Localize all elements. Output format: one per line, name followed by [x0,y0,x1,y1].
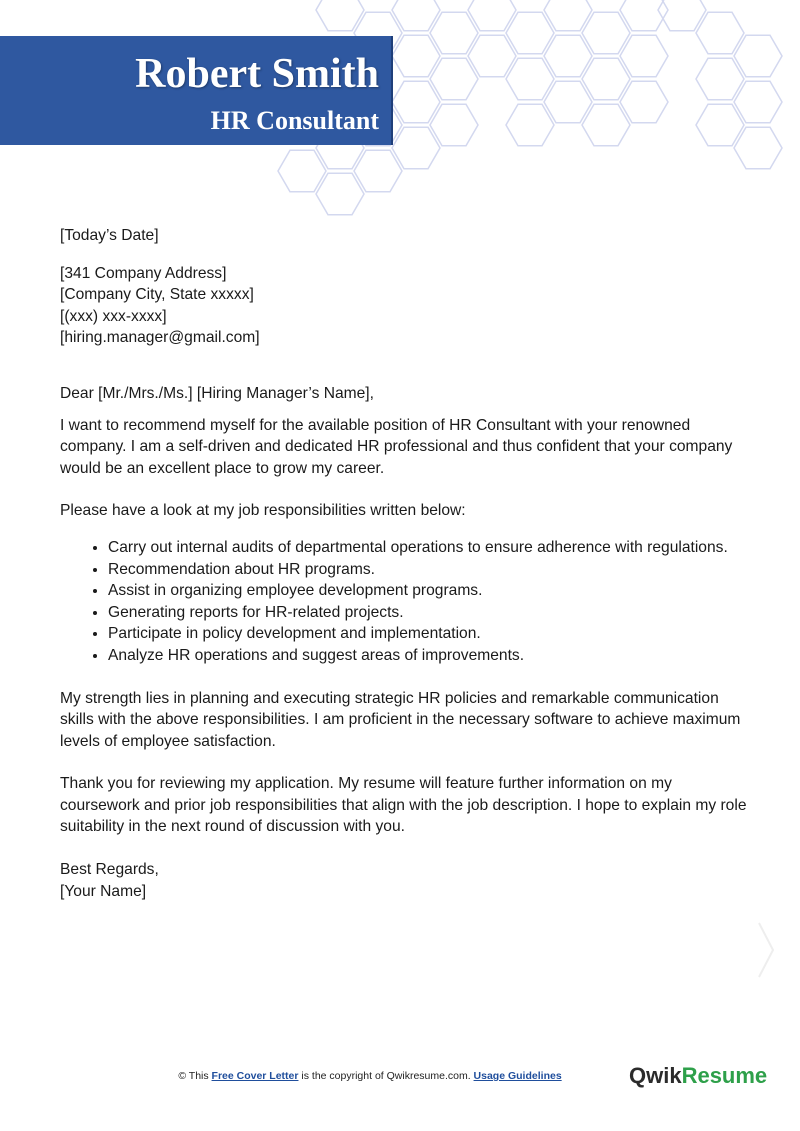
hexagon-shape [392,35,440,77]
hexagon-shape [734,81,782,123]
responsibilities-intro: Please have a look at my job responsibilities written below: [60,502,466,520]
address-line: [(xxx) xxx-xxxx] [60,307,167,325]
list-item: • Recommendation about HR programs. [108,559,750,581]
signature-name: [Your Name] [60,882,147,900]
recipient-address [60,263,750,349]
hexagon-shape [544,0,592,31]
hexagon-shape [430,12,478,54]
address-line: [hiring.manager@gmail.com] [60,329,260,347]
hexagon-shape [620,81,668,123]
candidate-name: Robert Smith [135,51,379,97]
closing-paragraph: Thank you for reviewing my application. My resume will feature further information on my coursework and prior job responsibilities that align with the job description. I hope to explain my role suitability in the next round of discussion with you. [60,775,747,836]
hexagon-shape [316,0,364,31]
hexagon-shape [506,12,554,54]
letter-date: [Today’s Date] [60,227,159,244]
address-line: [Company City, State xxxxx] [60,286,254,304]
sign-off: Best Regards, [60,861,159,879]
hexagon-shape [506,58,554,100]
strengths-paragraph: My strength lies in planning and executing strategic HR policies and remarkable communication skills with the above responsibilities. I am proficient in the necessary software to achieve maximum levels of employee satisfaction. [60,689,741,750]
hexagon-shape [506,104,554,146]
hexagon-shape [582,104,630,146]
chevron-right-icon [756,920,776,980]
address-line: [341 Company Address] [60,264,227,282]
hexagon-shape [392,0,440,31]
hexagon-shape [582,58,630,100]
salutation: Dear [Mr./Mrs./Ms.] [Hiring Manager’s Name], [60,384,374,402]
hexagon-shape [392,127,440,169]
free-cover-letter-link[interactable]: Free Cover Letter [211,1070,299,1082]
hexagon-shape [392,81,440,123]
footer-middle: is the copyright of Qwikresume.com. [298,1070,474,1082]
hexagon-shape [354,150,402,192]
hexagon-shape [696,58,744,100]
logo-part-qwik: Qwik [629,1063,682,1088]
list-item: • Assist in organizing employee development programs. [108,580,750,602]
name-banner [0,36,393,145]
logo-part-resume: Resume [681,1063,768,1088]
list-item: • Generating reports for HR-related projects. [108,602,750,624]
footer-prefix: © This [178,1070,212,1082]
hexagon-shape [620,0,668,31]
hexagon-shape [316,173,364,215]
hexagon-shape [620,35,668,77]
list-item: • Analyze HR operations and suggest areas of improvements. [108,645,750,667]
intro-paragraph: I want to recommend myself for the available position of HR Consultant with your renowned company. I am a self-driven and dedicated HR professional and thus confident that your company would be an excellent place to grow my career. [60,416,733,477]
hexagon-shape [696,12,744,54]
hexagon-shape [430,58,478,100]
usage-guidelines-link[interactable]: Usage Guidelines [473,1070,562,1082]
hexagon-shape [696,104,744,146]
candidate-title: HR Consultant [210,106,379,135]
hexagon-shape [544,35,592,77]
list-item: • Participate in policy development and implementation. [108,623,750,645]
hexagon-shape [734,35,782,77]
hexagon-shape [468,0,516,31]
letter-body [60,225,750,902]
hexagon-shape [430,104,478,146]
hexagon-shape [734,127,782,169]
hexagon-shape [544,81,592,123]
hexagon-shape [658,0,706,31]
list-item: • Carry out internal audits of departmental operations to ensure adherence with regulations. [108,537,750,559]
qwikresume-logo[interactable] [629,1063,767,1089]
hexagon-shape [468,35,516,77]
hexagon-shape [582,12,630,54]
hexagon-shape [278,150,326,192]
responsibilities-list [60,537,750,667]
